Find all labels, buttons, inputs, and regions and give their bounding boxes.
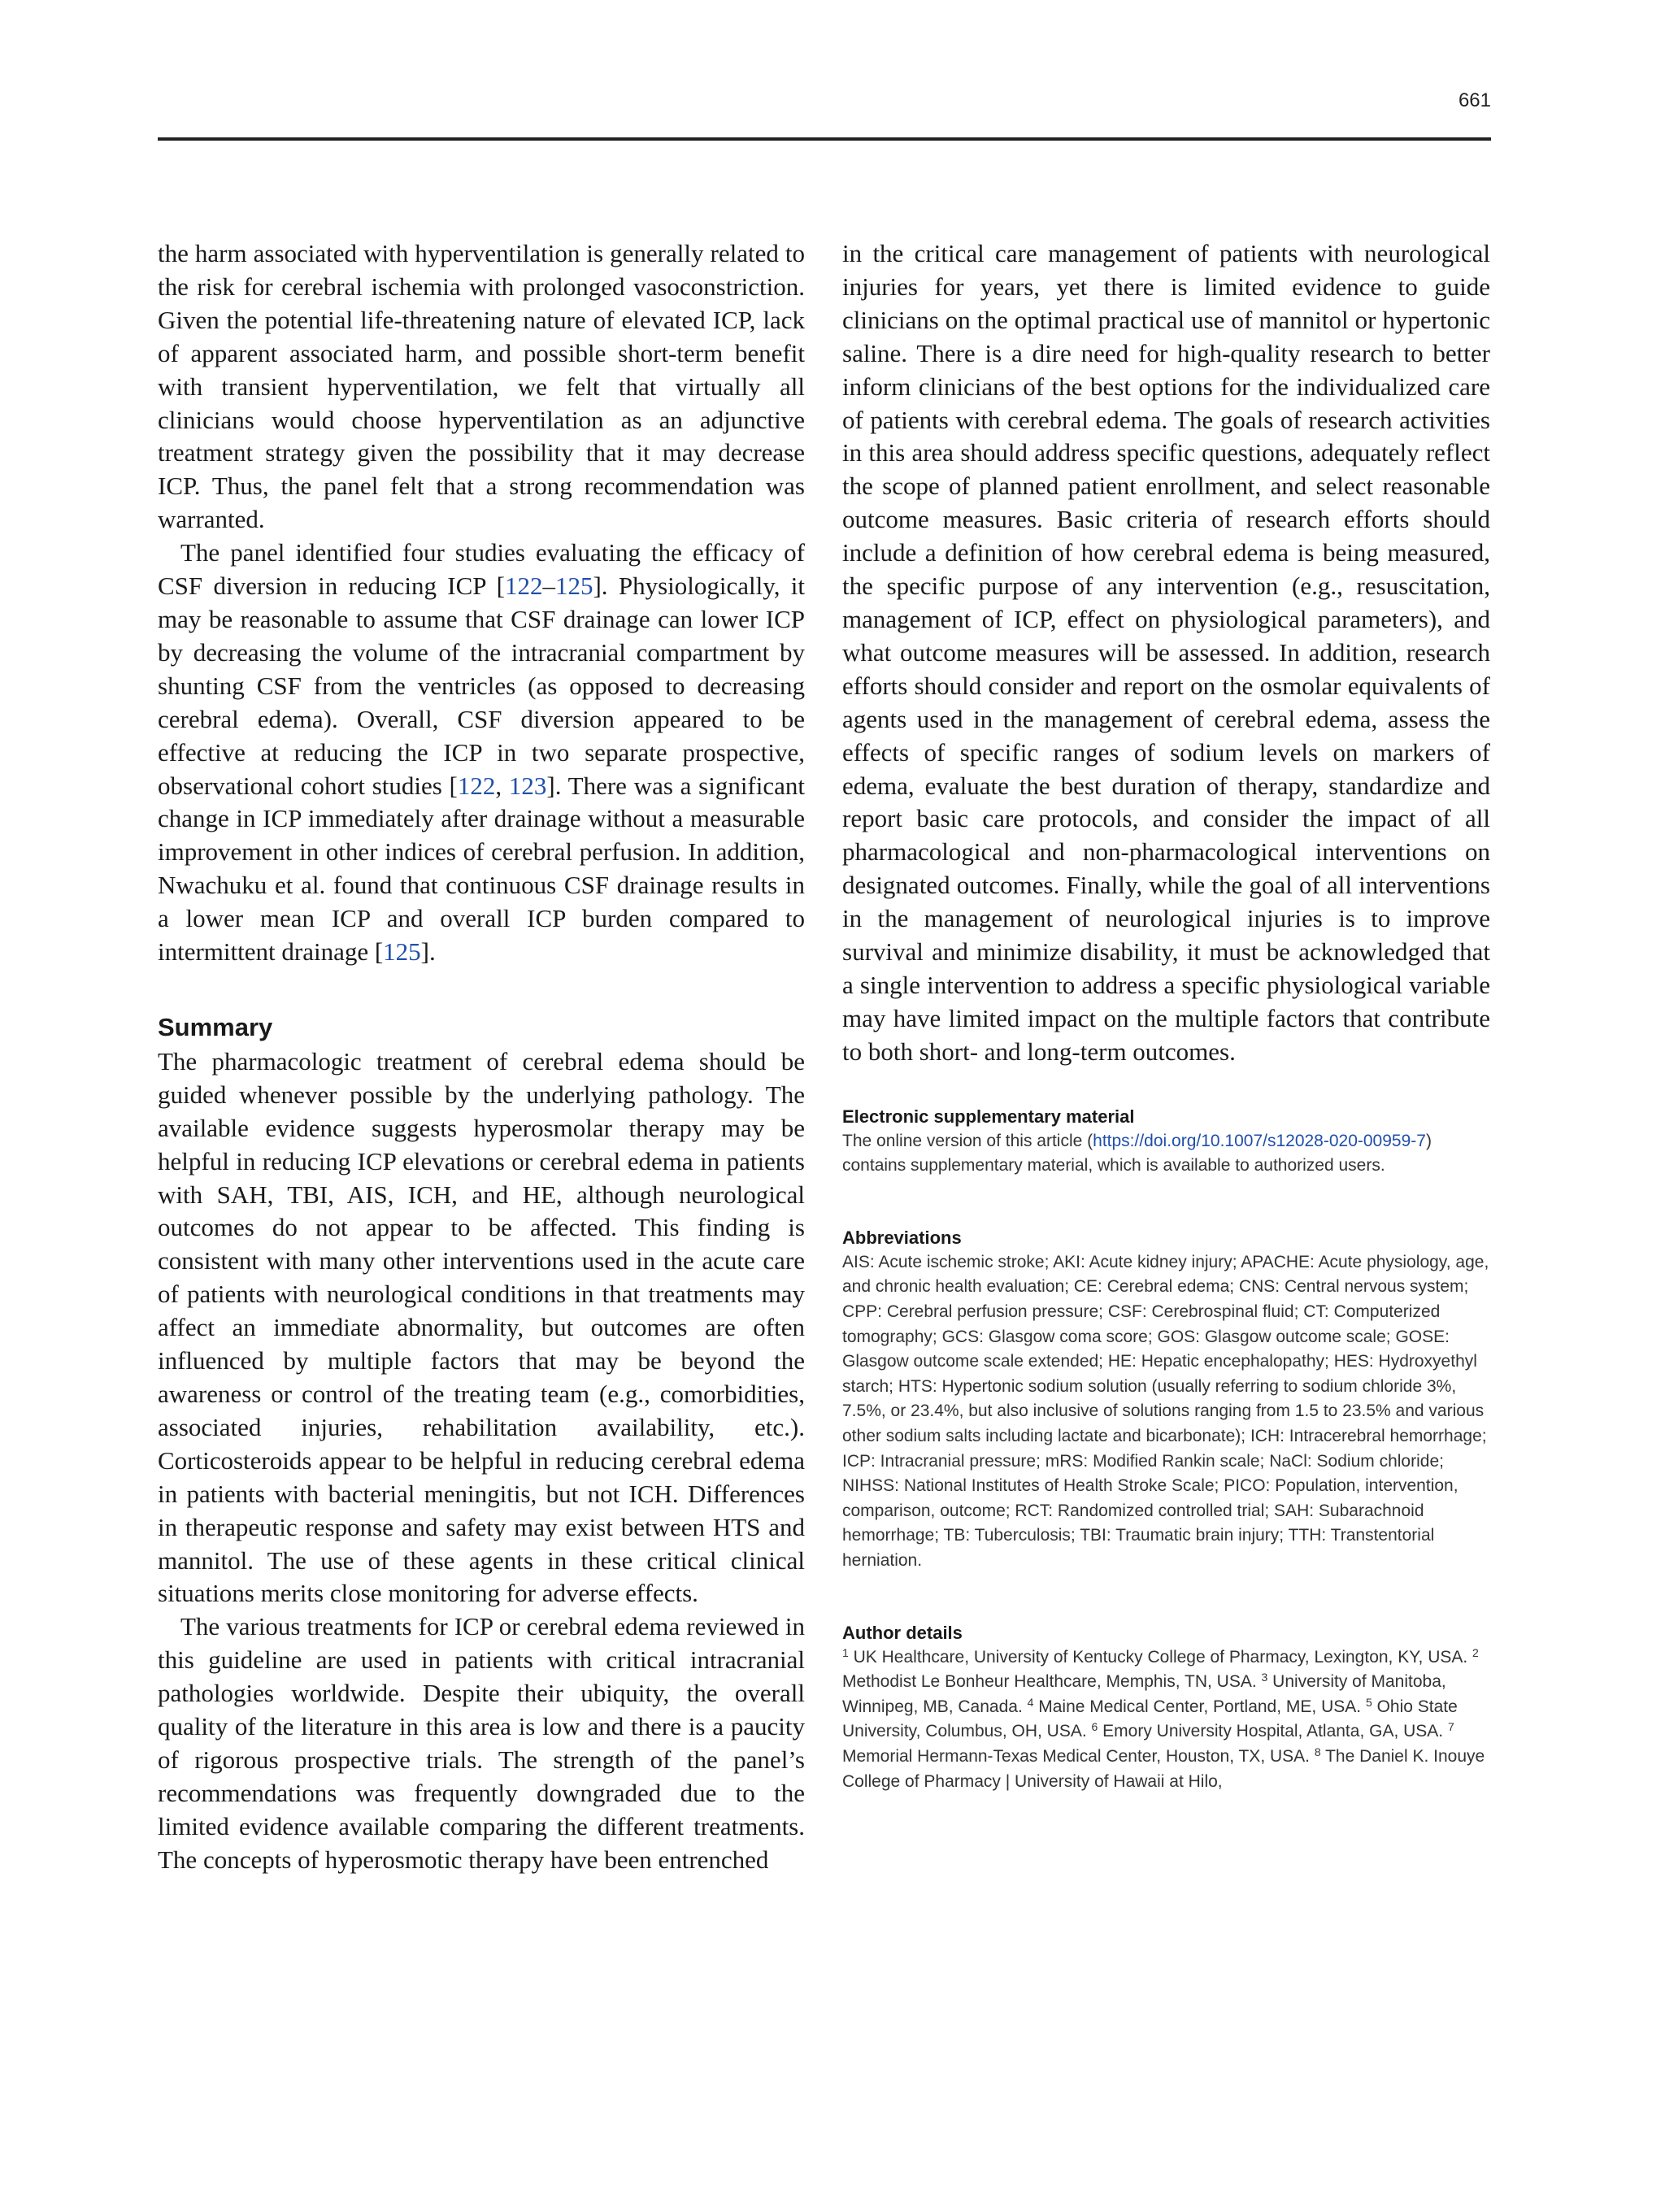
citation-link-122[interactable]: 122 — [504, 571, 543, 601]
paragraph-treatments: The various treatments for ICP or cerebral edema reviewed in this guideline are used in patients with critical intracranial pathologies worldwide. Despite their ubiquity, the overall quality of the literature in this area is low and there is a paucity of rigorous prospective trials. The strength of the panel’s recommendations was frequently downgraded due to the limited evidence available comparing the different treatments. The concepts of hyperosmotic therapy have been entrenched — [158, 1612, 805, 1874]
citation-link-123[interactable]: 123 — [508, 771, 547, 800]
paragraph-hyperventilation: the harm associated with hyperventilation is generally related to the risk for cerebral ischemia with prolonged vasoconstriction. Given the potential life-threatening nature of elevated ICP, lack of apparent associated harm, and possible short-term benefit with transient hyperventilation, we felt that virtually all clinicians would choose hyperventilation as an adjunctive treatment strategy given the possibility that it may decrease ICP. Thus, the panel felt that a strong recommendation was warranted. — [158, 239, 805, 534]
doi-link[interactable]: https://doi.org/10.1007/s12028-020-00959-7 — [1093, 1131, 1426, 1150]
citation-link-122[interactable]: 122 — [457, 771, 496, 800]
citation-link-125[interactable]: 125 — [554, 571, 593, 601]
header-rule — [158, 137, 1491, 141]
paragraph-summary: The pharmacologic treatment of cerebral edema should be guided whenever possible by the underlying pathology. The available evidence suggests hyperosmolar therapy may be helpful in reducing ICP elevations or cerebral edema in patients with SAH, TBI, AIS, ICH, and HE, although neurological outcomes do not appear to be affected. This finding is consistent with many other interventions used in the acute care of patients with neurological conditions in that treatments may affect an immediate abnormality, but outcomes are often influenced by multiple factors that may be beyond the awareness or control of the treating team (e.g., comorbidities, associated injuries, rehabilitation availability, etc.). Corticosteroids appear to be helpful in reducing cerebral edema in patients with bacterial meningitis, but not ICH. Differences in therapeutic response and safety may exist between HTS and mannitol. The use of these agents in these critical clinical situations merits close monitoring for adverse effects. — [158, 1046, 805, 1608]
right-column — [842, 237, 1490, 1794]
abbreviations-section — [842, 1226, 1490, 1574]
abbreviations-text: AIS: Acute ischemic stroke; AKI: Acute kidney injury; APACHE: Acute physiology, age, and chronic health evaluation; CE: Cerebral edema; CNS: Central nervous system; CPP: Cerebral perfusion pressure; CSF: Cerebrospinal fluid; CT: Computerized tomography; GCS: Glasgow coma score; GOS: Glasgow outcome scale; GOSE: Glasgow outcome scale extended; HE: Hepatic encephalopathy; HES: Hydroxyethyl starch; HTS: Hypertonic sodium solution (usually referring to sodium chloride 3%, 7.5%, or 23.4%, but also inclusive of solutions ranging from 1.5 to 23.5% and various other sodium salts including lactate and bicarbonate); ICH: Intracerebral hemorrhage; ICP: Intracranial pressure; mRS: Modified Rankin scale; NaCl: Sodium chloride; NIHSS: National Institutes of Health Stroke Scale; PICO: Population, intervention, comparison, outcome; RCT: Randomized controlled trial; SAH: Subarachnoid hemorrhage; TB: Tuberculosis; TBI: Traumatic brain injury; TTH: Transtentorial herniation. — [842, 1252, 1489, 1570]
author-affiliations: $^1$ UK Healthcare, University of Kentucky College of Pharmacy, Lexington, KY, USA. $^2$ Methodist Le Bonheur Healthcare, Memphis, TN, USA. $^3$ University of Manitoba, Winnipeg, MB, Canada. $^4$ Maine Medical Center, Portland, ME, USA. $^5$ Ohio State University, Columbus, OH, USA. $^6$ Emory University Hospital, Atlanta, GA, USA. $^7$ Memorial Hermann-Texas Medical Center, Houston, TX, USA. $^8$ The Daniel K. Inouye College of Pharmacy | University of Hawaii at Hilo, — [842, 1645, 1485, 1791]
summary-heading: Summary — [158, 1012, 273, 1041]
author-details-heading: Author details — [842, 1622, 963, 1643]
paragraph-csf-diversion: The panel identified four studies evaluating the efficacy of CSF diversion in reducing ICP [122–125]. Physiologically, it may be reasonable to assume that CSF drainage can lower ICP by decreasing the volume of the intracranial compartment by shunting CSF from the ventricles (as opposed to decreasing cerebral edema). Overall, CSF diversion appeared to be effective at reducing the ICP in two separate prospective, observational cohort studies [122, 123]. There was a significant change in ICP immediately after drainage without a measurable improvement in other indices of cerebral perfusion. In addition, Nwachuku et al. found that continuous CSF drainage results in a lower mean ICP and overall ICP burden compared to intermittent drainage [125]. — [158, 538, 806, 967]
paragraph-research-needs: in the critical care management of patients with neurological injuries for years, yet there is limited evidence to guide clinicians on the optimal practical use of mannitol or hypertonic saline. There is a dire need for high-quality research to better inform clinicians of the best options for the individualized care of patients with cerebral edema. The goals of research activities in this area should address specific questions, adequately reflect the scope of planned patient enrollment, and select reasonable outcome measures. Basic criteria of research efforts should include a definition of how cerebral edema is being measured, the specific purpose of any intervention (e.g., resuscitation, management of ICP, effect on physiological parameters), and what outcome measures will be assessed. In addition, research efforts should consider and report on the osmolar equivalents of agents used in the management of cerebral edema, assess the effects of specific ranges of sodium levels on markers of edema, evaluate the best duration of therapy, standardize and report basic care protocols, and consider the impact of all pharmacological and non-pharmacological interventions on designated outcomes. Finally, while the goal of all interventions in the management of neurological injuries is to improve survival and minimize disability, it must be acknowledged that a single intervention to address a specific physiological variable may have limited impact on the multiple factors that contribute to both short- and long-term outcomes. — [842, 239, 1490, 1066]
citation-link-125[interactable]: 125 — [383, 937, 421, 967]
author-details-section — [842, 1621, 1490, 1795]
supplementary-text: The online version of this article (https://doi.org/10.1007/s12028-020-00959-7) contains supplementary material, which is available to authorized users. — [842, 1131, 1432, 1176]
page-number: 661 — [1458, 89, 1491, 111]
supplementary-section — [842, 1105, 1490, 1179]
supplementary-heading: Electronic supplementary material — [842, 1106, 1135, 1127]
abbreviations-heading: Abbreviations — [842, 1227, 962, 1248]
left-column — [158, 237, 805, 1877]
